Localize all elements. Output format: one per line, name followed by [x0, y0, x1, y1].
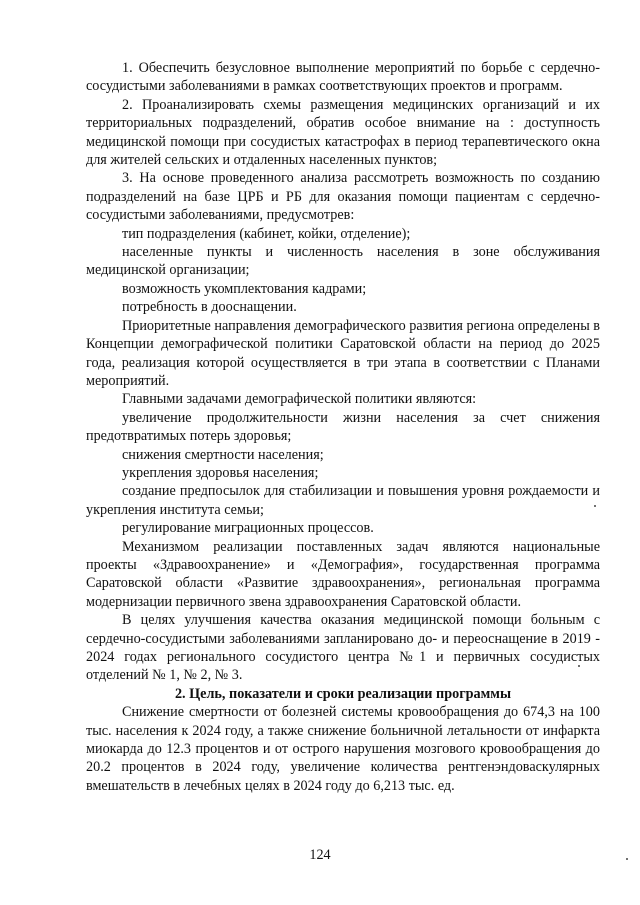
paragraph: укрепления здоровья населения; [122, 464, 319, 481]
paragraph: увеличение продолжительности жизни населения за счет снижения предотвратимых потерь здоровья; [86, 409, 600, 445]
paragraph: потребность в дооснащении. [122, 299, 297, 316]
section-text [86, 703, 600, 795]
paragraph: регулирование миграционных процессов. [122, 520, 374, 537]
paragraph: населенные пункты и численность населения в зоне обслуживания медицинской организации; [86, 244, 600, 279]
body-text [86, 59, 600, 685]
paragraph: возможность укомплектования кадрами; [122, 280, 367, 297]
paragraph: тип подразделения (кабинет, койки, отделение); [122, 225, 411, 242]
paragraph: Главными задачами демографической политики являются: [122, 391, 477, 408]
section-heading: 2. Цель, показатели и сроки реализации программы [174, 685, 512, 702]
paragraph: Снижение смертности от болезней системы кровообращения до 674,3 на 100 тыс. населения к 2024 году, а также снижение больничной летальности от инфаркта миокарда до 12.3 процентов и от острого нарушения мозгового кровообращения до 20.2 процентов в 2024 году, увеличение количества рентгенэндоваскулярных вмешательств в лечебных целях в 2024 году до 6,213 тыс. ед. [86, 704, 600, 794]
paragraph: 3. На основе проведенного анализа рассмотреть возможность по созданию подразделений на базе ЦРБ и РБ для оказания помощи пациентам с сердечно-сосудистыми заболеваниями, предусмотрев: [86, 170, 600, 224]
scan-speck [626, 858, 628, 860]
paragraph: снижения смертности населения; [122, 446, 324, 463]
paragraph: В целях улучшения качества оказания медицинской помощи больным с сердечно-сосудистыми заболеваниями запланировано до- и переоснащение в 2019 - 2024 годах регионального сосудистого центра №1 и первичных сосудистых отделений № 1, № 2, № 3. [86, 612, 600, 684]
scan-speck [594, 505, 596, 507]
page-number: 124 [309, 847, 331, 863]
paragraph: Приоритетные направления демографического развития региона определены в Концепции демографической политики Саратовской области на период до 2025 года, реализация которой осуществляется в три этапа в соответствии с Планами мероприятий. [86, 317, 600, 389]
document-page [86, 59, 600, 795]
paragraph: 2. Проанализировать схемы размещения медицинских организаций и их территориальных подразделений, обратив особое внимание на : доступность медицинской помощи при сосудистых катастрофах в период терапевтического окна для жителей сельских и отдаленных населенных пунктов; [86, 96, 600, 169]
paragraph: 1. Обеспечить безусловное выполнение мероприятий по борьбе с сердечно-сосудистыми заболеваниями в рамках соответствующих проектов и программ. [86, 60, 600, 95]
scan-speck [578, 665, 580, 667]
paragraph: создание предпосылок для стабилизации и повышения уровня рождаемости и укрепления института семьи; [86, 483, 600, 518]
paragraph: Механизмом реализации поставленных задач являются национальные проекты «Здравоохранение» и «Демография», государственная программа Саратовской области «Развитие здравоохранения», региональная программа модернизации первичного звена здравоохранения Саратовской области. [86, 538, 600, 610]
